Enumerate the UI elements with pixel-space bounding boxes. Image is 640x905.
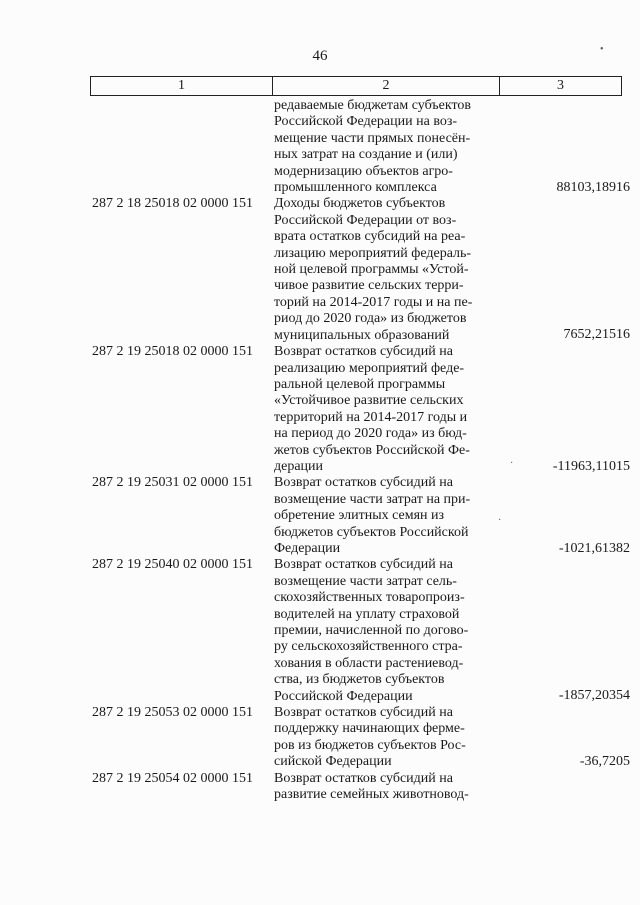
description-line: обретение элитных семян из (274, 508, 445, 524)
description-line: развитие семейных животновод- (274, 787, 469, 803)
description-line: Возврат остатков субсидий на (274, 557, 453, 573)
description-line: возмещение части затрат на при- (274, 491, 471, 507)
table-body (0, 98, 640, 803)
description-line: врата остатков субсидий на реа- (274, 229, 466, 245)
row-description (274, 771, 502, 804)
budget-code: 287 2 19 25054 02 0000 151 (92, 770, 253, 786)
budget-code: 287 2 19 25053 02 0000 151 (92, 705, 253, 721)
amount-value: -36,7205 (579, 754, 630, 770)
description-line: лизацию мероприятий федераль- (274, 245, 472, 261)
continuation-description (274, 98, 502, 196)
description-line: бюджетов субъектов Российской (274, 524, 469, 540)
description-line: чивое развитие сельских терри- (274, 278, 464, 294)
amount-value: -11963,11015 (552, 459, 630, 475)
table-row (0, 344, 640, 475)
budget-code: 287 2 18 25018 02 0000 151 (92, 196, 253, 212)
column-1-header: 1 (91, 77, 273, 95)
description-line: возмещение части затрат сель- (274, 573, 457, 589)
budget-code: 287 2 19 25018 02 0000 151 (92, 344, 253, 360)
description-line: «Устойчивое развитие сельских (274, 393, 464, 409)
description-line: модернизацию объектов агро- (274, 163, 453, 179)
scan-speck: · (510, 458, 514, 469)
description-line: ров из бюджетов субъектов Рос- (274, 737, 466, 753)
description-line: дерации (274, 458, 324, 474)
page-number: 46 (312, 48, 328, 64)
column-3-header: 3 (557, 78, 564, 93)
scan-speck: · (498, 515, 502, 526)
description-line: ральной целевой программы (274, 376, 446, 392)
description-line: на период до 2020 года» из бюд- (274, 426, 467, 442)
table-column-header (90, 76, 622, 96)
description-line: премии, начисленной по догово- (274, 623, 469, 638)
description-line: поддержку начинающих ферме- (274, 721, 465, 737)
description-line: торий на 2014-2017 годы и на пе- (274, 294, 473, 310)
row-description (274, 196, 502, 344)
description-line: хования в области растениевод- (274, 655, 464, 671)
description-line: редаваемые бюджетам субъектов (274, 98, 471, 113)
description-line: Российской Федерации на воз- (274, 114, 458, 130)
description-line: ной целевой программы «Устой- (274, 262, 469, 278)
amount-value: -1021,61382 (558, 541, 630, 557)
budget-code: 287 2 19 25031 02 0000 151 (92, 475, 253, 491)
column-2-header: 2 (273, 77, 500, 95)
description-line: ру сельскохозяйственного стра- (274, 639, 463, 655)
continuation-row (0, 98, 640, 196)
scan-speck: • (600, 44, 604, 55)
description-line: риод до 2020 года» из бюджетов (274, 311, 467, 327)
table-row (0, 705, 640, 771)
description-line: территорий на 2014-2017 годы и (274, 409, 468, 425)
row-description (274, 705, 502, 771)
table-row (0, 557, 640, 705)
description-line: сийской Федерации (274, 754, 392, 770)
description-line: реализацию мероприятий феде- (274, 360, 465, 376)
description-line: ства, из бюджетов субъектов (274, 672, 445, 688)
description-line: Российской Федерации (274, 688, 413, 704)
description-line: жетов субъектов Российской Фе- (274, 442, 470, 458)
amount-value: -1857,20354 (558, 688, 630, 704)
description-line: Федерации (274, 540, 341, 556)
description-line: Доходы бюджетов субъектов (274, 196, 446, 212)
row-description (274, 557, 502, 705)
row-description (274, 344, 502, 475)
description-line: водителей на уплату страховой (274, 606, 460, 622)
description-line: ных затрат на создание и (или) (274, 147, 458, 163)
description-line: скохозяйственных товаропроиз- (274, 590, 465, 606)
description-line: Возврат остатков субсидий на (274, 475, 453, 491)
description-line: муниципальных образований (274, 327, 450, 343)
table-row (0, 771, 640, 804)
amount-value: 7652,21516 (563, 327, 630, 343)
budget-code: 287 2 19 25040 02 0000 151 (92, 557, 253, 573)
description-line: Российской Федерации от воз- (274, 212, 457, 228)
description-line: мещение части прямых понесён- (274, 130, 471, 146)
row-description (274, 475, 502, 557)
description-line: Возврат остатков субсидий на (274, 344, 453, 360)
table-row (0, 196, 640, 344)
table-row (0, 475, 640, 557)
description-line: Возврат остатков субсидий на (274, 770, 453, 786)
amount-value: 88103,18916 (556, 180, 630, 195)
description-line: промышленного комплекса (274, 180, 437, 196)
description-line: Возврат остатков субсидий на (274, 705, 453, 721)
